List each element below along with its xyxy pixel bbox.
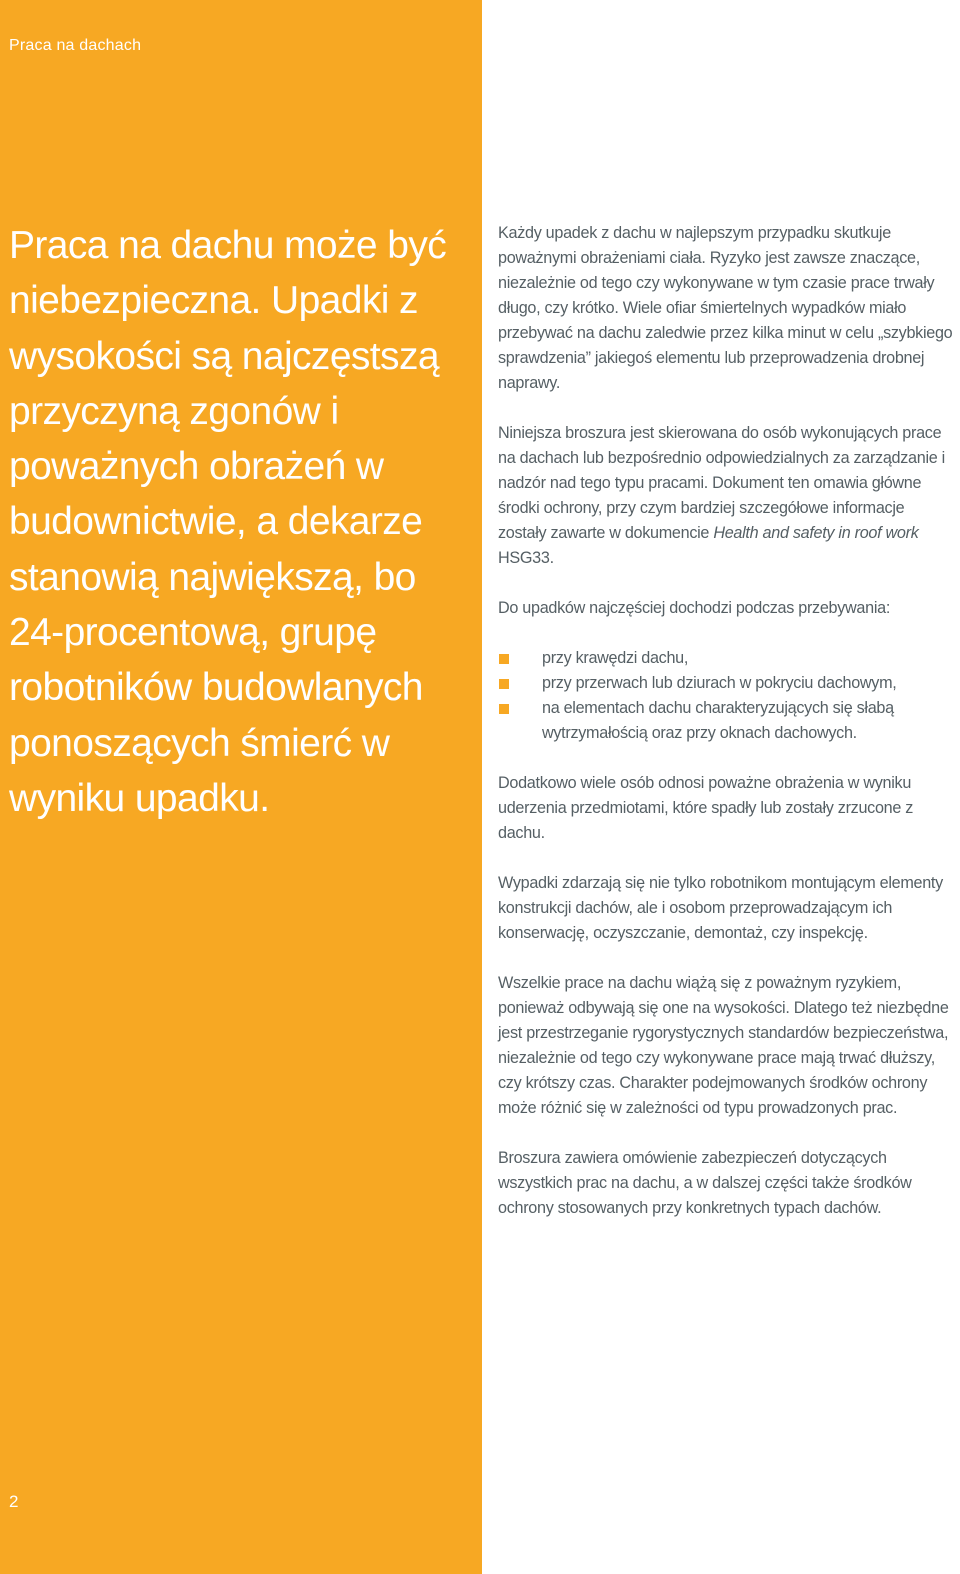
paragraph-intro: Każdy upadek z dachu w najlepszym przypadku skutkuje poważnymi obrażeniami ciała. Ryzyko jest zawsze znaczące, niezależnie od tego czy wykonywane w tym czasie prace trwały długo, czy krótko. Wiele ofiar śmiertelnych wypadków miało przebywać na dachu zaledwie przez kilka minut w celu „szybkiego sprawdzenia” jakiegoś elementu lub przeprowadzenia drobnej naprawy. (498, 224, 953, 392)
running-header: Praca na dachach (9, 37, 142, 54)
page-number: 2 (9, 1492, 19, 1511)
paragraph-affected-workers: Wypadki zdarzają się nie tylko robotnikom montującym elementy konstrukcji dachów, ale i osobom przeprowadzającym ich konserwację, oczyszczanie, demontaż, czy inspekcję. (498, 874, 943, 942)
square-bullet-icon (499, 704, 509, 714)
fall-locations-list (498, 646, 956, 746)
paragraph-audience-text: Niniejsza broszura jest skierowana do osób wykonujących prace na dachach lub bezpośrednio odpowiedzialnych za zarządzanie i nadzór nad tego typu pracami. Dokument ten omawia główne środki ochrony, przy czym bardziej szczegółowe informacje zostały zawarte w dokumencie (498, 424, 945, 542)
list-item-text: przy przerwach lub dziurach w pokryciu dachowym, (542, 674, 897, 692)
paragraph-brochure-scope: Broszura zawiera omówienie zabezpieczeń dotyczących wszystkich prac na dachu, a w dalszej części także środków ochrony stosowanych przy konkretnych typach dachów. (498, 1149, 912, 1217)
paragraph-risk: Wszelkie prace na dachu wiążą się z poważnym ryzykiem, ponieważ odbywają się one na wysokości. Dlatego też niezbędne jest przestrzeganie rygorystycznych standardów bezpieczeństwa, niezależnie od tego czy wykonywane prace mają trwać dłuższy, czy krótszy czas. Charakter podejmowanych środków ochrony może różnić się w zależności od typu prowadzonych prac. (498, 974, 949, 1117)
square-bullet-icon (499, 654, 509, 664)
body-text-column (498, 221, 956, 1246)
list-item (498, 646, 956, 671)
lead-statement: Praca na dachu może być niebezpieczna. Upadki z wysokości są najczęstszą przyczyną zgonów i poważnych obrażeń w budownictwie, a dekarze stanowią największą, bo 24-procentową, grupę robotników budowlanych ponoszących śmierć w wyniku upadku. (9, 224, 447, 820)
square-bullet-icon (499, 679, 509, 689)
list-item-text: przy krawędzi dachu, (542, 649, 689, 667)
list-item (498, 671, 956, 696)
list-item-text: na elementach dachu charakteryzujących się słabą wytrzymałością oraz przy oknach dachowych. (542, 699, 894, 742)
paragraph-audience (498, 421, 956, 571)
paragraph-falling-objects: Dodatkowo wiele osób odnosi poważne obrażenia w wyniku uderzenia przedmiotami, które spadły lub zostały zrzucone z dachu. (498, 774, 914, 842)
referenced-document-code: HSG33. (498, 549, 554, 567)
list-item (498, 696, 956, 746)
referenced-document-title: Health and safety in roof work (713, 524, 919, 542)
paragraph-bullets-intro: Do upadków najczęściej dochodzi podczas przebywania: (498, 599, 891, 617)
